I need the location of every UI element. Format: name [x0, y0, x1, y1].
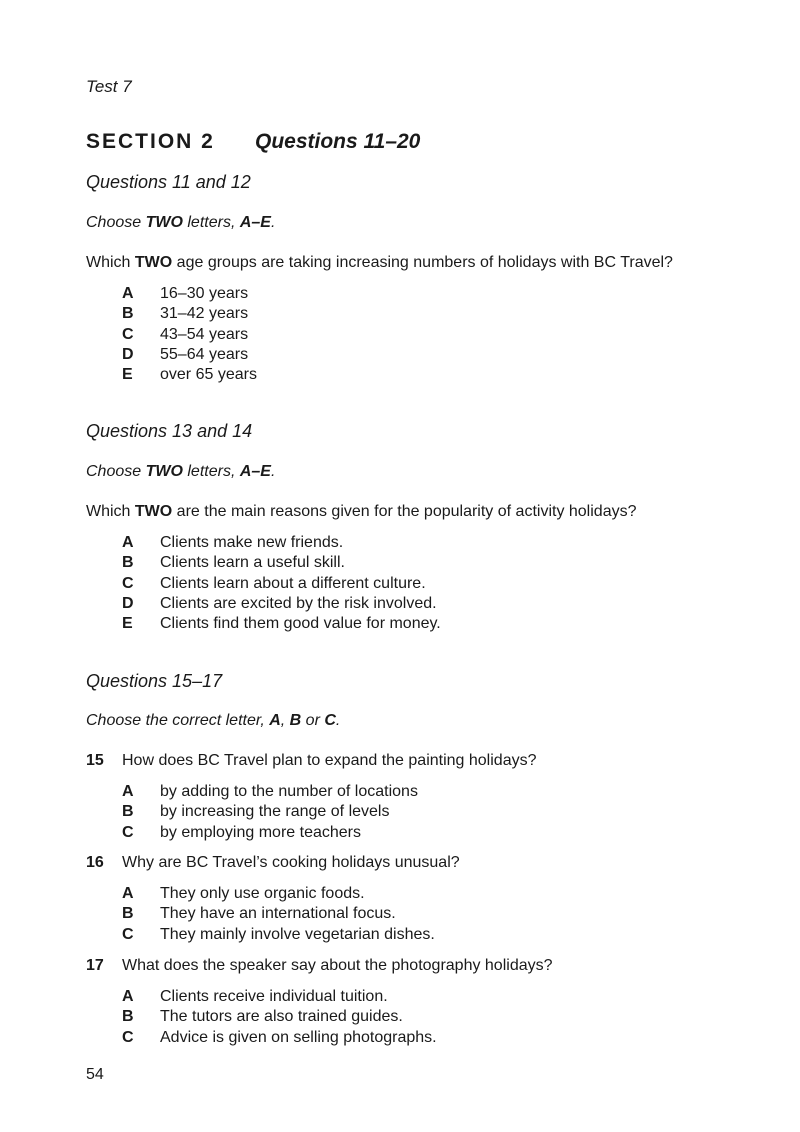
options-13-14	[122, 533, 441, 634]
question-17: 17 What does the speaker say about the photography holidays?	[86, 957, 553, 974]
option-c[interactable]: C Advice is given on selling photographs.	[122, 1028, 437, 1046]
option-c[interactable]: C Clients learn about a different culture.	[122, 574, 426, 592]
options-17	[122, 987, 437, 1048]
option-e[interactable]: E Clients find them good value for money.	[122, 615, 441, 633]
group-title-13-14: Questions 13 and 14	[86, 421, 253, 441]
option-d[interactable]: D 55–64 years	[122, 345, 249, 363]
section-title: SECTION 2	[86, 130, 215, 153]
option-b[interactable]: B 31–42 years	[122, 305, 249, 323]
test-label: Test 7	[86, 77, 132, 96]
question-11-12: Which TWO age groups are taking increasing numbers of holidays with BC Travel?	[86, 254, 673, 271]
option-b[interactable]: B Clients learn a useful skill.	[122, 554, 345, 572]
option-e[interactable]: E over 65 years	[122, 366, 257, 384]
question-16: 16 Why are BC Travel’s cooking holidays unusual?	[86, 854, 460, 871]
option-c[interactable]: C by employing more teachers	[122, 823, 361, 841]
option-c[interactable]: C They mainly involve vegetarian dishes.	[122, 925, 435, 943]
instruction-11-12: Choose TWO letters, A–E.	[86, 214, 276, 231]
section-questions-range: Questions 11–20	[255, 130, 421, 153]
page-number: 54	[86, 1066, 104, 1083]
options-16	[122, 884, 435, 945]
option-a[interactable]: A They only use organic foods.	[122, 885, 365, 902]
option-b[interactable]: B The tutors are also trained guides.	[122, 1008, 403, 1026]
group-title-15-17: Questions 15–17	[86, 671, 223, 691]
option-a[interactable]: A 16–30 years	[122, 285, 249, 302]
option-a[interactable]: A Clients make new friends.	[122, 534, 344, 551]
option-a[interactable]: A by adding to the number of locations	[122, 783, 418, 800]
section-heading	[86, 130, 421, 154]
option-a[interactable]: A Clients receive individual tuition.	[122, 988, 388, 1005]
option-b[interactable]: B They have an international focus.	[122, 905, 396, 923]
option-b[interactable]: B by increasing the range of levels	[122, 803, 390, 821]
options-15	[122, 782, 418, 843]
option-d[interactable]: D Clients are excited by the risk involved.	[122, 594, 437, 612]
instruction-13-14: Choose TWO letters, A–E.	[86, 463, 276, 480]
instruction-15-17: Choose the correct letter, A, B or C.	[86, 712, 341, 729]
question-15: 15 How does BC Travel plan to expand the painting holidays?	[86, 752, 537, 769]
options-11-12	[122, 284, 257, 385]
option-c[interactable]: C 43–54 years	[122, 325, 249, 343]
group-title-11-12: Questions 11 and 12	[86, 172, 251, 192]
question-13-14: Which TWO are the main reasons given for the popularity of activity holidays?	[86, 503, 637, 520]
